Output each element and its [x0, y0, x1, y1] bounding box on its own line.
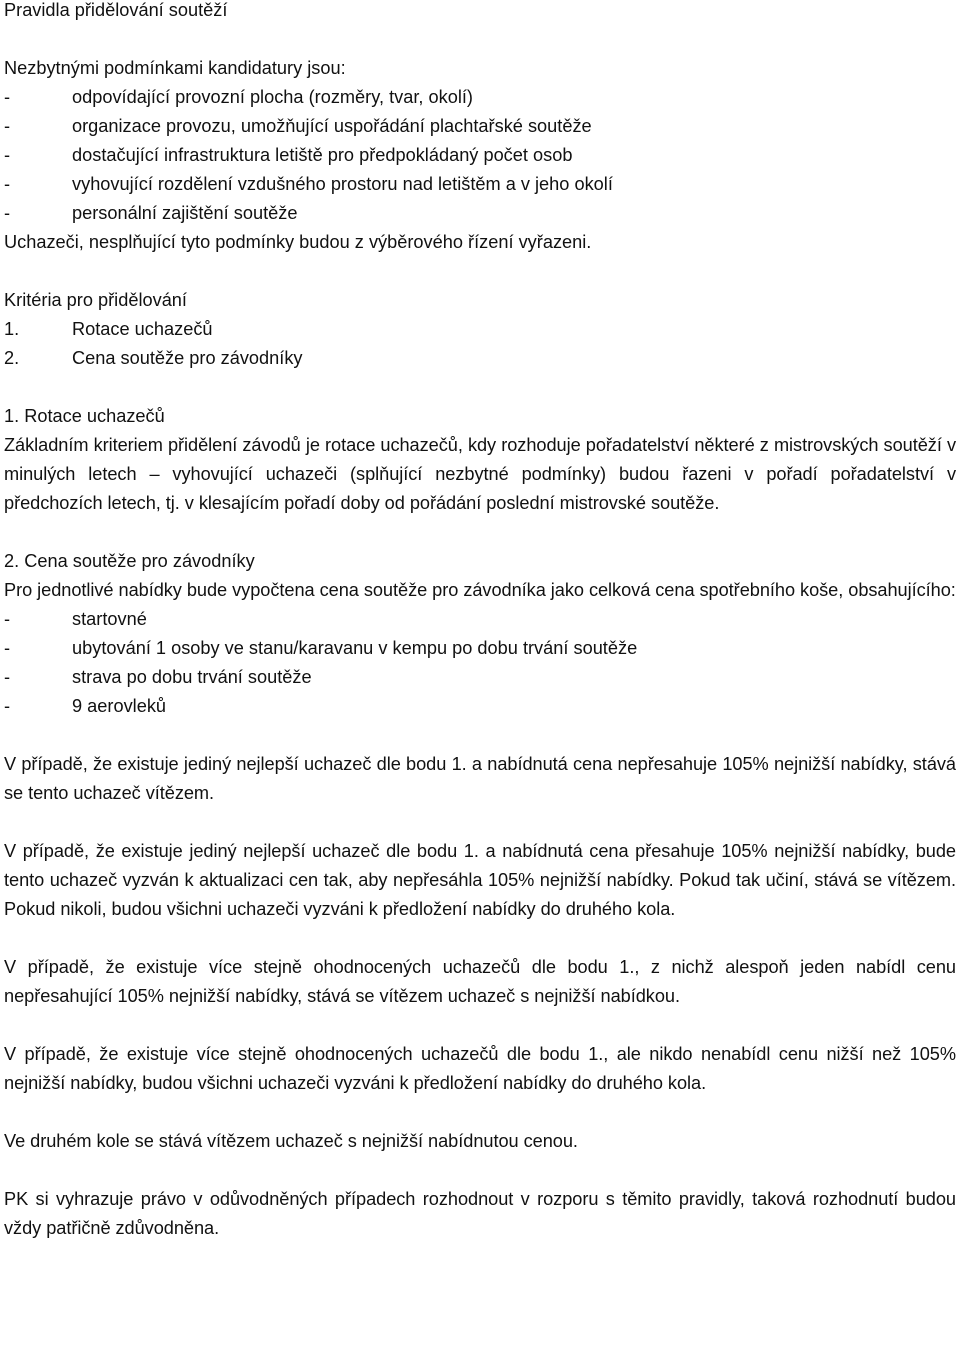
- list-item: [4, 141, 956, 170]
- rule-paragraph-3: V případě, že existuje více stejně ohodnocených uchazečů dle bodu 1., z nichž alespoň jeden nabídl cenu nepřesahující 105% nejnižší nabídky, stává se vítězem uchazeč s nejnižší nabídkou.: [4, 957, 956, 1006]
- criteria-text: Rotace uchazečů: [72, 319, 213, 339]
- dash-marker: -: [4, 696, 11, 716]
- list-item-text: strava po dobu trvání soutěže: [72, 667, 312, 687]
- list-item-text: vyhovující rozdělení vzdušného prostoru nad letištěm a v jeho okolí: [72, 174, 613, 194]
- rule-paragraph-5: Ve druhém kole se stává vítězem uchazeč s nejnižší nabídnutou cenou.: [4, 1131, 578, 1151]
- conditions-outro: Uchazeči, nesplňující tyto podmínky budou z výběrového řízení vyřazeni.: [4, 232, 592, 252]
- criteria-item: [4, 344, 956, 373]
- spacer: [4, 721, 956, 750]
- spacer: [4, 518, 956, 547]
- criteria-heading: Kritéria pro přidělování: [4, 290, 187, 310]
- list-item-text: 9 aerovleků: [72, 696, 167, 716]
- list-item: [4, 634, 956, 663]
- spacer: [4, 257, 956, 286]
- criteria-text: Cena soutěže pro závodníky: [72, 348, 303, 368]
- list-item: [4, 170, 956, 199]
- list-item-text: odpovídající provozní plocha (rozměry, tvar, okolí): [72, 87, 473, 107]
- spacer: [4, 808, 956, 837]
- list-item-text: dostačující infrastruktura letiště pro předpokládaný počet osob: [72, 145, 573, 165]
- criteria-item: [4, 315, 956, 344]
- dash-marker: -: [4, 174, 11, 194]
- rule-paragraph-4: V případě, že existuje více stejně ohodnocených uchazečů dle bodu 1., ale nikdo nenabídl cenu nižší než 105% nejnižší nabídky, budou všichni uchazeči vyzváni k předložení nabídky do druhého kola.: [4, 1044, 956, 1093]
- rule-paragraph-6: PK si vyhrazuje právo v odůvodněných případech rozhodnout v rozporu s těmito pravidly, taková rozhodnutí budou vždy patřičně zdůvodněna.: [4, 1189, 956, 1238]
- dash-marker: -: [4, 203, 11, 223]
- list-item: [4, 605, 956, 634]
- list-item: [4, 83, 956, 112]
- criteria-number: 2.: [4, 348, 20, 368]
- spacer: [4, 25, 956, 54]
- list-item: [4, 199, 956, 228]
- section2-heading: 2. Cena soutěže pro závodníky: [4, 551, 255, 571]
- dash-marker: -: [4, 638, 11, 658]
- dash-marker: -: [4, 609, 11, 629]
- rule-paragraph-2: V případě, že existuje jediný nejlepší uchazeč dle bodu 1. a nabídnutá cena přesahuje 105% nejnižší nabídky, bude tento uchazeč vyzván k aktualizaci cen tak, aby nepřesáhla 105% nejnižší nabídky. Pokud tak učiní, stává se vítězem. Pokud nikoli, budou všichni uchazeči vyzváni k předložení nabídky do druhého kola.: [4, 841, 956, 919]
- list-item: [4, 112, 956, 141]
- list-item: [4, 692, 956, 721]
- criteria-number: 1.: [4, 319, 20, 339]
- section1-heading: 1. Rotace uchazečů: [4, 406, 165, 426]
- dash-marker: -: [4, 145, 11, 165]
- section1-body: Základním kriteriem přidělení závodů je rotace uchazečů, kdy rozhoduje pořadatelství některé z mistrovských soutěží v minulých letech – vyhovující uchazeči (splňující nezbytné podmínky) budou řazeni v pořadí pořadatelství v předchozích letech, tj. v klesajícím pořadí doby od pořádání poslední mistrovské soutěže.: [4, 435, 956, 513]
- dash-marker: -: [4, 116, 11, 136]
- spacer: [4, 1011, 956, 1040]
- spacer: [4, 1156, 956, 1185]
- list-item-text: startovné: [72, 609, 147, 629]
- dash-marker: -: [4, 87, 11, 107]
- section2-body: Pro jednotlivé nabídky bude vypočtena cena soutěže pro závodníka jako celková cena spotřebního koše, obsahujícího:: [4, 580, 956, 600]
- spacer: [4, 373, 956, 402]
- rule-paragraph-1: V případě, že existuje jediný nejlepší uchazeč dle bodu 1. a nabídnutá cena nepřesahuje 105% nejnižší nabídky, stává se tento uchazeč vítězem.: [4, 754, 956, 803]
- spacer: [4, 1098, 956, 1127]
- spacer: [4, 924, 956, 953]
- list-item-text: personální zajištění soutěže: [72, 203, 298, 223]
- document-title: Pravidla přidělování soutěží: [4, 0, 228, 20]
- list-item-text: organizace provozu, umožňující uspořádání plachtařské soutěže: [72, 116, 592, 136]
- conditions-intro: Nezbytnými podmínkami kandidatury jsou:: [4, 58, 346, 78]
- list-item: [4, 663, 956, 692]
- list-item-text: ubytování 1 osoby ve stanu/karavanu v kempu po dobu trvání soutěže: [72, 638, 638, 658]
- dash-marker: -: [4, 667, 11, 687]
